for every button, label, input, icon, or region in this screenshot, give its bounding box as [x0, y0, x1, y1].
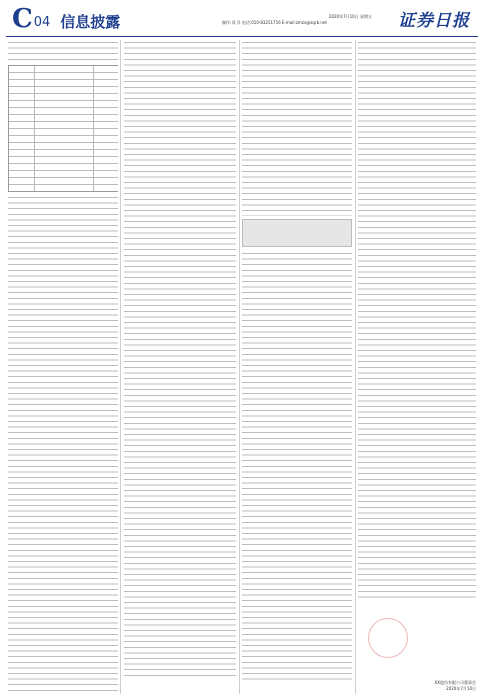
- signature-block: [435, 680, 476, 692]
- header-info: [222, 14, 372, 26]
- column-1: [8, 40, 118, 694]
- section-title: 信息披露: [60, 13, 121, 31]
- text-block: [8, 40, 118, 62]
- column-4: [358, 40, 476, 694]
- text-block: [358, 40, 476, 600]
- header-rule: [6, 36, 478, 37]
- text-block: [8, 195, 118, 694]
- text-block: [242, 251, 352, 681]
- header-contact: 制作:刘 洋 电话:010-83251716 E-mail:zmzx@zqrb.net: [222, 20, 327, 25]
- column-divider: [355, 40, 356, 694]
- page-header: [6, 4, 478, 38]
- highlight-box: [242, 219, 352, 247]
- page-prefix: C: [12, 4, 33, 34]
- signature-date: 2020年7月10日: [446, 686, 476, 691]
- signature-company: XX股份有限公司董事会: [434, 680, 476, 685]
- header-date: 2020年7月10日 星期五: [328, 14, 372, 19]
- text-block: [124, 40, 236, 680]
- newspaper-logo: 证券日报: [398, 11, 470, 31]
- masthead: [12, 4, 121, 34]
- text-block: [242, 40, 352, 216]
- column-divider: [120, 40, 121, 694]
- column-divider: [239, 40, 240, 694]
- column-3: [242, 40, 352, 694]
- company-seal: [368, 618, 408, 658]
- column-2: [124, 40, 236, 694]
- page-number: 04: [33, 15, 51, 30]
- data-table: [8, 65, 118, 192]
